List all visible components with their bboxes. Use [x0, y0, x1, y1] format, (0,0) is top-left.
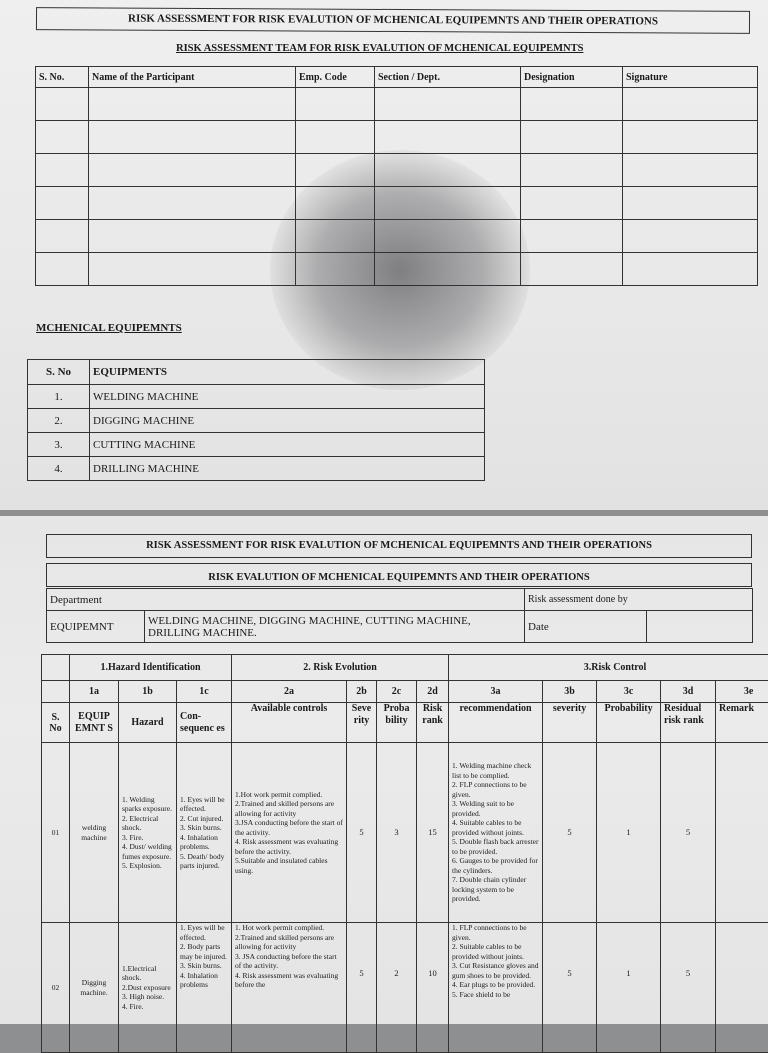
group-control: 3.Risk Control: [449, 655, 768, 681]
team-row: [36, 187, 758, 220]
page2-title-text: RISK ASSESSMENT FOR RISK EVALUTION OF MCHENICAL EQUIPEMNTS AND THEIR OPERATIONS: [146, 540, 652, 551]
recommendation-item: 4. Ear plugs to be provided.: [452, 980, 539, 990]
equipments-table: [27, 359, 485, 481]
consequence-item: 2. Cut injured.: [180, 814, 228, 824]
blank-cell: [296, 253, 375, 286]
control-item: 2.Trained and skilled persons are allowing for activity: [235, 799, 343, 818]
info-heading-box: [46, 563, 752, 587]
consequence-item: 4. Inhalation problems.: [180, 833, 228, 852]
row-sno: 01: [42, 743, 70, 923]
equipment-name: DRILLING MACHINE: [90, 457, 485, 481]
blank-cell: [623, 88, 758, 121]
equipment-row: [28, 433, 485, 457]
row-consequences: [177, 743, 232, 923]
group-hazard: 1.Hazard Identification: [70, 655, 232, 681]
info-table: [46, 588, 753, 643]
team-col-signature: Signature: [623, 67, 758, 88]
code-3e: 3e: [716, 681, 768, 703]
equipment-value: [145, 611, 525, 643]
column-header-row: [42, 703, 768, 743]
team-col-section: Section / Dept.: [375, 67, 521, 88]
blank-cell: [296, 154, 375, 187]
recommendation-item: 3. Welding suit to be provided.: [452, 799, 539, 818]
equipment-row: [28, 409, 485, 433]
row-res-severity: 5: [543, 923, 597, 1053]
row-res-probability: 1: [597, 923, 661, 1053]
control-item: 1. Hot work permit complied.: [235, 923, 343, 933]
blank-cell: [375, 253, 521, 286]
hazard-item: 3. Fire.: [122, 833, 173, 843]
group-header-row: [42, 655, 768, 681]
blank-cell: [296, 187, 375, 220]
col-res-probability: Probability: [597, 703, 661, 743]
team-header-row: [36, 67, 758, 88]
blank-cell: [623, 253, 758, 286]
date-label: Date: [525, 611, 647, 643]
col-severity: Seve rity: [347, 703, 377, 743]
equipment-row: [28, 457, 485, 481]
equipment-sno: 1.: [28, 385, 90, 409]
blank-cell: [36, 187, 89, 220]
recommendation-item: 5. Face shield to be: [452, 990, 539, 1000]
row-remarks: [716, 743, 768, 923]
blank-cell: [36, 154, 89, 187]
code-1c: 1c: [177, 681, 232, 703]
team-row: [36, 154, 758, 187]
blank-cell: [89, 88, 296, 121]
row-residual-rank: 5: [661, 743, 716, 923]
code-2d: 2d: [417, 681, 449, 703]
row-hazards: [119, 743, 177, 923]
control-item: 4. Risk assessment was evaluating before the activity.: [235, 837, 343, 856]
blank-cell: [42, 655, 70, 681]
code-3d: 3d: [661, 681, 716, 703]
document-page-1: [0, 0, 768, 510]
equipment-value-line2: DRILLING MACHINE.: [148, 627, 257, 639]
hazard-item: 2. Electrical shock.: [122, 814, 173, 833]
team-col-designation: Designation: [521, 67, 623, 88]
blank-cell: [521, 121, 623, 154]
page2-title: [46, 534, 752, 558]
recommendation-item: 6. Gauges to be provided for the cylinders.: [452, 856, 539, 875]
equip-col-sno: S. No: [28, 360, 90, 385]
equipment-sno: 4.: [28, 457, 90, 481]
blank-cell: [89, 154, 296, 187]
code-1a: 1a: [70, 681, 119, 703]
team-table: [35, 66, 758, 286]
recommendation-item: 1. Welding machine check list to be complied.: [452, 761, 539, 780]
recommendation-item: 3. Cut Resistance gloves and gum shoes to be provided.: [452, 961, 539, 980]
consequence-item: 5. Death/ body parts injured.: [180, 852, 228, 871]
team-row: [36, 253, 758, 286]
control-item: 3.JSA conducting before the start of the activity.: [235, 818, 343, 837]
equipments-heading: MCHENICAL EQUIPEMNTS: [36, 322, 182, 334]
row-severity: 5: [347, 743, 377, 923]
blank-cell: [623, 220, 758, 253]
control-item: 5.Suitable and insulated cables using.: [235, 856, 343, 875]
recommendation-item: 2. FLP connections to be given.: [452, 780, 539, 799]
blank-cell: [375, 154, 521, 187]
row-consequences: [177, 923, 232, 1053]
hazard-item: 2.Dust exposure: [122, 983, 173, 993]
row-recommendations: [449, 743, 543, 923]
equipment-name: DIGGING MACHINE: [90, 409, 485, 433]
row-probability: 2: [377, 923, 417, 1053]
consequence-item: 3. Skin burns.: [180, 823, 228, 833]
row-sno: 02: [42, 923, 70, 1053]
control-item: 2.Trained and skilled persons are allowing for activity: [235, 933, 343, 952]
blank-cell: [521, 154, 623, 187]
hazard-item: 1. Welding sparks exposure.: [122, 795, 173, 814]
col-probability: Proba bility: [377, 703, 417, 743]
col-res-severity: severity: [543, 703, 597, 743]
row-res-probability: 1: [597, 743, 661, 923]
recommendation-item: 2. Suitable cables to be provided without joints.: [452, 942, 539, 961]
blank-cell: [42, 681, 70, 703]
row-risk-rank: 10: [417, 923, 449, 1053]
col-recommendation: recommendation: [449, 703, 543, 743]
code-1b: 1b: [119, 681, 177, 703]
equipment-name: WELDING MACHINE: [90, 385, 485, 409]
date-value: [647, 611, 753, 643]
team-col-emp-code: Emp. Code: [296, 67, 375, 88]
blank-cell: [521, 88, 623, 121]
hazard-item: 1.Electrical shock.: [122, 964, 173, 983]
blank-cell: [623, 154, 758, 187]
col-equipment: EQUIP EMNT S: [70, 703, 119, 743]
team-col-sno: S. No.: [36, 67, 89, 88]
blank-cell: [296, 220, 375, 253]
hazard-item: 5. Explosion.: [122, 861, 173, 871]
team-heading: RISK ASSESSMENT TEAM FOR RISK EVALUTION OF MCHENICAL EQUIPEMNTS: [176, 43, 583, 54]
blank-cell: [296, 121, 375, 154]
consequence-item: 4. Inhalation problems: [180, 971, 228, 990]
blank-cell: [89, 253, 296, 286]
risk-table: [41, 654, 768, 1053]
blank-cell: [521, 253, 623, 286]
blank-cell: [36, 220, 89, 253]
blank-cell: [623, 187, 758, 220]
page1-title-text: RISK ASSESSMENT FOR RISK EVALUTION OF MCHENICAL EQUIPEMNTS AND THEIR OPERATIONS: [128, 13, 658, 28]
col-consequences: Con- sequenc es: [177, 703, 232, 743]
equipment-value-line1: WELDING MACHINE, DIGGING MACHINE, CUTTING MACHINE,: [148, 615, 471, 627]
control-item: 4. Risk assessment was evaluating before the: [235, 971, 343, 990]
col-residual-rank: Residual risk rank: [661, 703, 716, 743]
blank-cell: [375, 121, 521, 154]
code-2c: 2c: [377, 681, 417, 703]
team-col-name: Name of the Participant: [89, 67, 296, 88]
col-sno: S. No: [42, 703, 70, 743]
recommendation-item: 4. Suitable cables to be provided without joints.: [452, 818, 539, 837]
row-res-severity: 5: [543, 743, 597, 923]
equipment-row: [28, 385, 485, 409]
row-risk-rank: 15: [417, 743, 449, 923]
blank-cell: [89, 220, 296, 253]
row-controls: [232, 743, 347, 923]
row-severity: 5: [347, 923, 377, 1053]
consequence-item: 1. Eyes will be effected.: [180, 923, 228, 942]
blank-cell: [521, 220, 623, 253]
row-controls: [232, 923, 347, 1053]
code-3b: 3b: [543, 681, 597, 703]
equipment-sno: 2.: [28, 409, 90, 433]
row-equipment: Digging machine.: [70, 923, 119, 1053]
blank-cell: [623, 121, 758, 154]
row-residual-rank: 5: [661, 923, 716, 1053]
blank-cell: [375, 88, 521, 121]
hazard-item: 3. High noise.: [122, 992, 173, 1002]
done-by-label: Risk assessment done by: [525, 589, 753, 611]
consequence-item: 1. Eyes will be effected.: [180, 795, 228, 814]
code-header-row: [42, 681, 768, 703]
code-3a: 3a: [449, 681, 543, 703]
team-row: [36, 121, 758, 154]
consequence-item: 3. Skin burns.: [180, 961, 228, 971]
table-row: [42, 923, 768, 1053]
code-3c: 3c: [597, 681, 661, 703]
department-label: Department: [47, 589, 525, 611]
equipment-sno: 3.: [28, 433, 90, 457]
team-row: [36, 220, 758, 253]
blank-cell: [521, 187, 623, 220]
control-item: 3. JSA conducting before the start of the activity.: [235, 952, 343, 971]
row-hazards: [119, 923, 177, 1053]
equipment-row: [47, 611, 753, 643]
code-2a: 2a: [232, 681, 347, 703]
blank-cell: [375, 187, 521, 220]
row-recommendations: [449, 923, 543, 1053]
blank-cell: [89, 187, 296, 220]
blank-cell: [36, 253, 89, 286]
row-equipment: welding machine: [70, 743, 119, 923]
recommendation-item: 7. Double chain cylinder locking system to be provided.: [452, 875, 539, 904]
col-risk-rank: Risk rank: [417, 703, 449, 743]
col-remarks: Remark: [716, 703, 768, 743]
row-probability: 3: [377, 743, 417, 923]
recommendation-item: 1. FLP connections to be given.: [452, 923, 539, 942]
page1-title: [36, 7, 750, 34]
control-item: 1.Hot work permit complied.: [235, 790, 343, 800]
hazard-item: 4. Fire.: [122, 1002, 173, 1012]
equipments-header-row: [28, 360, 485, 385]
equipment-label: EQUIPEMNT: [47, 611, 145, 643]
equip-col-name: EQUIPMENTS: [90, 360, 485, 385]
blank-cell: [296, 88, 375, 121]
consequence-item: 2. Body parts may be injured.: [180, 942, 228, 961]
code-2b: 2b: [347, 681, 377, 703]
team-row: [36, 88, 758, 121]
equipment-name: CUTTING MACHINE: [90, 433, 485, 457]
department-row: [47, 589, 753, 611]
blank-cell: [36, 121, 89, 154]
table-row: [42, 743, 768, 923]
blank-cell: [89, 121, 296, 154]
hazard-item: 4. Dust/ welding fumes exposure.: [122, 842, 173, 861]
col-hazard: Hazard: [119, 703, 177, 743]
blank-cell: [375, 220, 521, 253]
recommendation-item: 5. Double flash back arrester to be provided.: [452, 837, 539, 856]
group-evolution: 2. Risk Evolution: [232, 655, 449, 681]
blank-cell: [36, 88, 89, 121]
row-remarks: [716, 923, 768, 1053]
info-heading-text: RISK EVALUTION OF MCHENICAL EQUIPEMNTS AND THEIR OPERATIONS: [208, 572, 589, 583]
col-controls: Available controls: [232, 703, 347, 743]
